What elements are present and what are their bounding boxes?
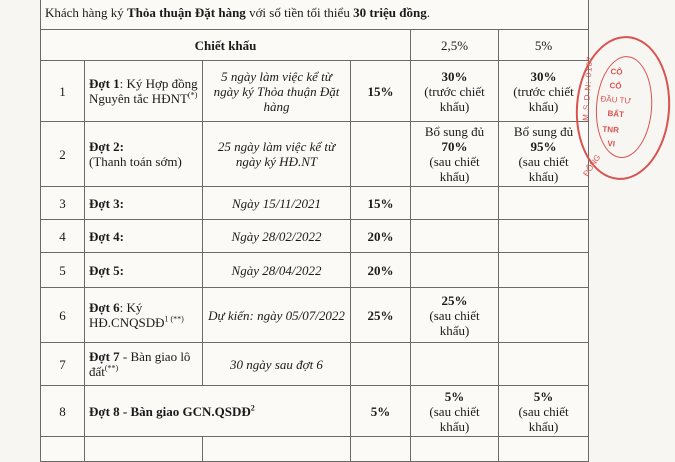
row-number: 5	[41, 253, 85, 288]
percent-cell: 20%	[351, 253, 411, 288]
row-number: 3	[41, 187, 85, 220]
rate1-cell: 5% (sau chiết khấu)	[411, 386, 499, 437]
timing-cell: 5 ngày làm việc kể từ ngày ký Thỏa thuận Đặt hàng	[203, 61, 351, 122]
percent-cell: 15%	[351, 187, 411, 220]
phase-cell: Đợt 6: Ký $HĐ.CNQSDĐ^{1 (**)}$	[85, 288, 203, 343]
percent-cell: 15%	[351, 61, 411, 122]
phase-cell: Đợt 7 - Bàn giao lô đất(**)	[85, 343, 203, 386]
table-row	[41, 187, 589, 220]
intro-text: Khách hàng ký Thỏa thuận Đặt hàng với số tiền tối thiểu 30 triệu đồng.	[41, 0, 589, 30]
percent-cell: 5%	[351, 386, 411, 437]
table-row	[41, 122, 589, 187]
table-row	[41, 253, 589, 288]
timing-cell	[203, 437, 351, 462]
row-number: 7	[41, 343, 85, 386]
rate2-cell	[499, 220, 589, 253]
table-row	[41, 343, 589, 386]
rate1-cell: 25% (sau chiết khấu)	[411, 288, 499, 343]
table-row	[41, 288, 589, 343]
timing-cell: Ngày 28/04/2022	[203, 253, 351, 288]
rate2-cell	[499, 288, 589, 343]
rate2-cell: Bổ sung đủ 95% (sau chiết khấu)	[499, 122, 589, 187]
percent-cell	[351, 343, 411, 386]
timing-cell: Ngày 15/11/2021	[203, 187, 351, 220]
table-row	[41, 220, 589, 253]
stamp-text: BẤT	[607, 108, 625, 120]
stamp-text: TNR	[602, 124, 620, 135]
rate2-header: 5%	[499, 30, 589, 61]
rate1-cell	[411, 187, 499, 220]
rate1-cell	[411, 253, 499, 288]
stamp-side-text: M.S.D.N: 0107	[581, 55, 595, 122]
percent-cell: 20%	[351, 220, 411, 253]
phase-cell: Đợt 1: Ký Hợp đồng Nguyên tắc HĐNT(*)	[85, 61, 203, 122]
rate2-cell: 30% (trước chiết khấu)	[499, 61, 589, 122]
rate1-cell	[411, 437, 499, 462]
rate1-header: 2,5%	[411, 30, 499, 61]
timing-cell: Dự kiến: ngày 05/07/2022	[203, 288, 351, 343]
payment-schedule-table	[40, 0, 589, 462]
stamp-text: CÔ	[610, 67, 623, 77]
stamp-text: VI	[607, 139, 616, 149]
table-row	[41, 437, 589, 462]
stamp-text: CỔ	[609, 81, 622, 91]
rate1-cell: Bổ sung đủ 70% (sau chiết khấu)	[411, 122, 499, 187]
rate1-cell: 30% (trước chiết khấu)	[411, 61, 499, 122]
timing-cell: Ngày 28/02/2022	[203, 220, 351, 253]
row-number: 6	[41, 288, 85, 343]
phase-cell: Đợt 3:	[85, 187, 203, 220]
rate2-cell	[499, 253, 589, 288]
row-number: 8	[41, 386, 85, 437]
stamp-inner-ring	[593, 54, 656, 160]
row-number: 2	[41, 122, 85, 187]
rate1-cell	[411, 343, 499, 386]
rate2-cell	[499, 187, 589, 220]
percent-cell: 25%	[351, 288, 411, 343]
rate2-cell	[499, 437, 589, 462]
stamp-text: ĐẦU TƯ	[600, 94, 632, 106]
table-row	[41, 61, 589, 122]
row-number: 4	[41, 220, 85, 253]
percent-cell	[351, 122, 411, 187]
phase-cell: Đợt 5:	[85, 253, 203, 288]
discount-header: Chiết khấu	[41, 30, 411, 61]
table-row	[41, 386, 589, 437]
phase-cell: Đợt 8 - Bàn giao GCN.QSDĐ$^2$	[85, 386, 351, 437]
percent-cell	[351, 437, 411, 462]
phase-cell	[85, 437, 203, 462]
rate1-cell	[411, 220, 499, 253]
intro-row	[41, 0, 589, 30]
stamp-bottom-text: ĐỐNG	[581, 153, 603, 178]
phase-cell: Đợt 4:	[85, 220, 203, 253]
header-row	[41, 30, 589, 61]
row-number	[41, 437, 85, 462]
timing-cell: 25 ngày làm việc kể từ ngày ký HĐ.NT	[203, 122, 351, 187]
rate2-cell: 5% (sau chiết khấu)	[499, 386, 589, 437]
phase-cell: Đợt 2: (Thanh toán sớm)	[85, 122, 203, 187]
timing-cell: 30 ngày sau đợt 6	[203, 343, 351, 386]
rate2-cell	[499, 343, 589, 386]
row-number: 1	[41, 61, 85, 122]
